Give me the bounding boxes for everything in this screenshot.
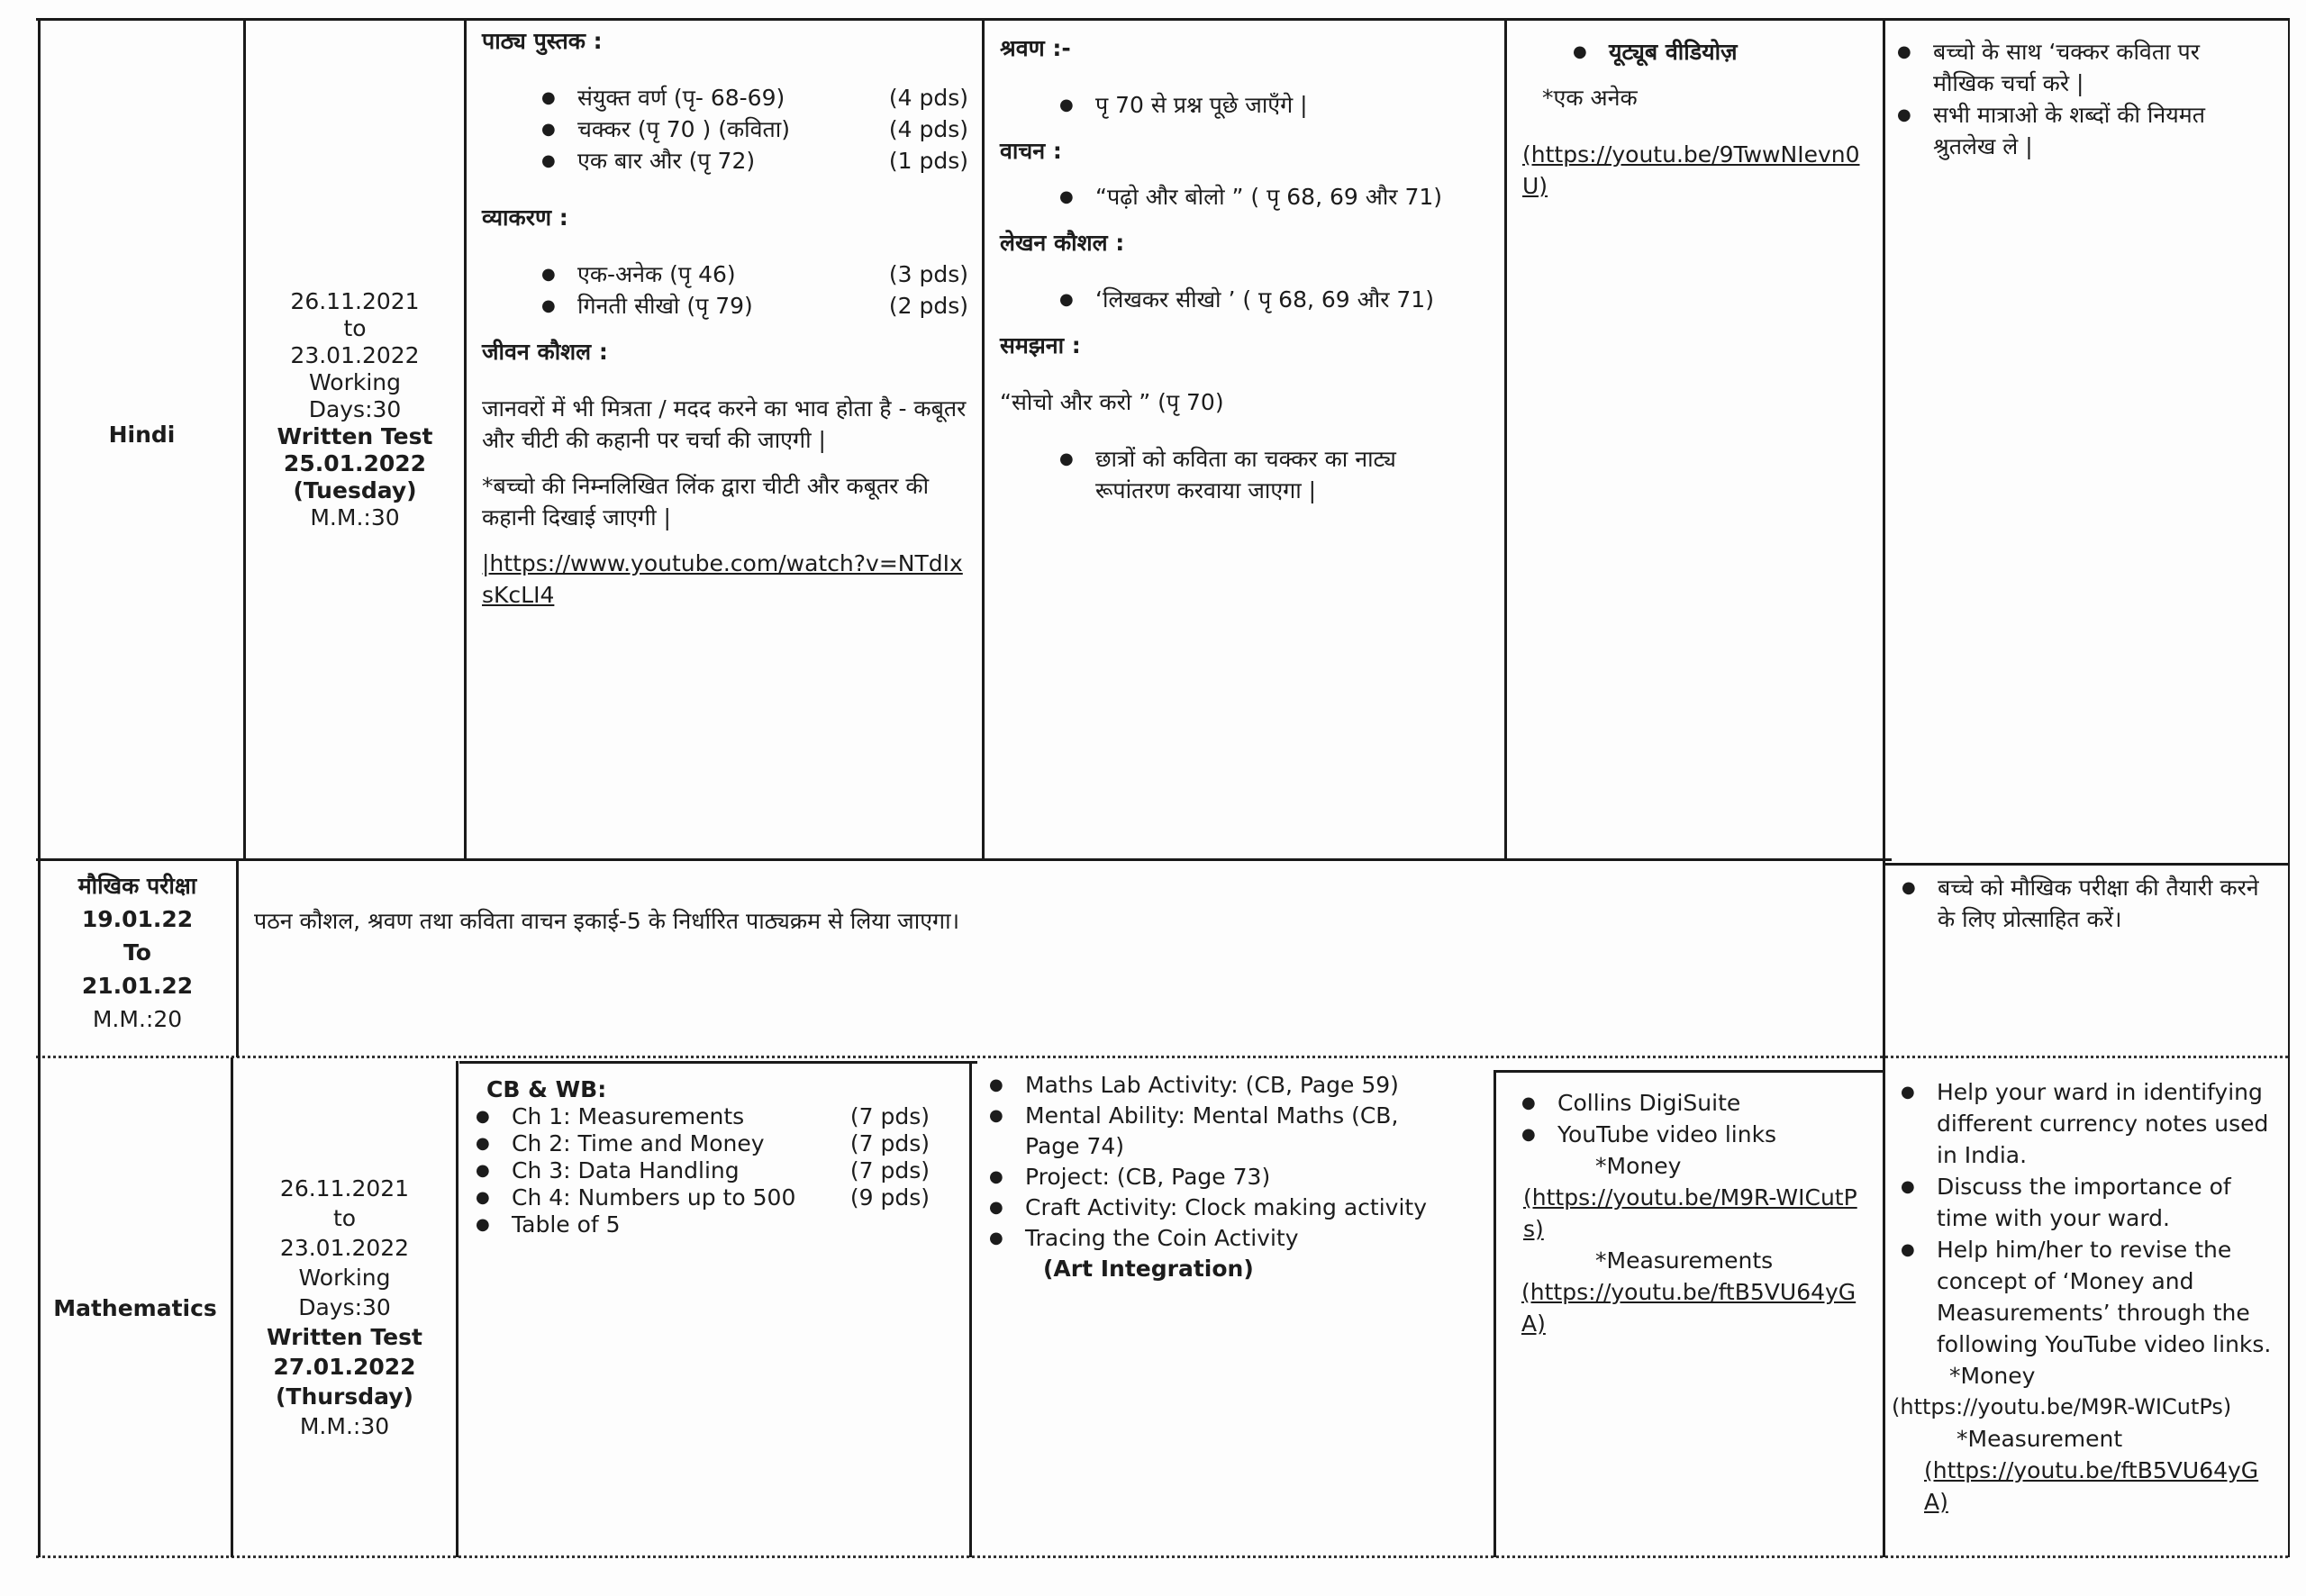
maths-resource-item: ● YouTube video links bbox=[1516, 1119, 1869, 1150]
maths-activity-item: ● Project: (CB, Page 73) bbox=[984, 1162, 1452, 1192]
hindi-parents bbox=[1892, 36, 2252, 162]
oral-date-to-word: To bbox=[123, 939, 151, 966]
maths-syllabus-item: ● Ch 3: Data Handling (7 pds) bbox=[470, 1157, 930, 1184]
col-divider-3-maths bbox=[969, 1061, 972, 1557]
hindi-drama-item: ● छात्रों को कविता का चक्कर का नाट्य रूपांतरण करवाया जाएगा | bbox=[1054, 443, 1396, 506]
maths-parent-item: ● Help him/her to revise the concept of ‘Money and Measurements’ through the following YouTube video links. bbox=[1895, 1234, 2283, 1360]
maths-activity-item: ● Craft Activity: Clock making activity bbox=[984, 1192, 1452, 1223]
oral-title: मौखिक परीक्षा bbox=[77, 873, 197, 899]
maths-test-day: (Thursday) bbox=[275, 1383, 413, 1410]
maths-test-label: Written Test bbox=[267, 1324, 422, 1350]
hindi-textbook-item: ● संयुक्त वर्ण (पृ- 68-69) (4 pds) bbox=[536, 82, 968, 113]
hindi-story-link[interactable]: |https://www.youtube.com/watch?v=NTdIxsKcLI4 bbox=[482, 550, 963, 608]
oral-parent-note: ● बच्चे को मौखिक परीक्षा की तैयारी करने के लिए प्रोत्साहित करें। bbox=[1896, 872, 2274, 935]
subject-hindi: Hindi bbox=[108, 422, 176, 448]
maths-activity-item: ● Mental Ability: Mental Maths (CB, Page 74) bbox=[984, 1101, 1452, 1162]
maths-resource-meas-link[interactable]: (https://youtu.be/ftB5VU64yGA) bbox=[1521, 1279, 1857, 1337]
maths-resource-meas-label: *Measurements bbox=[1595, 1247, 1774, 1274]
maths-resource-money-link[interactable]: (https://youtu.be/M9R-WICutPs) bbox=[1523, 1184, 1857, 1242]
maths-inner-top bbox=[459, 1061, 977, 1064]
hindi-resource-link[interactable]: (https://youtu.be/9TwwNIevn0U) bbox=[1522, 141, 1860, 199]
col-left-border bbox=[38, 18, 41, 1557]
maths-syllabus-item: ● Ch 2: Time and Money (7 pds) bbox=[470, 1130, 930, 1157]
hindi-dates bbox=[246, 288, 464, 531]
maths-resource-money-label: *Money bbox=[1595, 1153, 1682, 1179]
maths-activity-item: ● Tracing the Coin Activity bbox=[984, 1223, 1452, 1254]
maths-test-date: 27.01.2022 bbox=[273, 1354, 416, 1380]
hindi-grammar-item: ● गिनती सीखो (पृ 79) (2 pds) bbox=[536, 290, 968, 322]
hindi-activities bbox=[1000, 32, 1500, 506]
maths-syllabus-item: ● Table of 5 bbox=[470, 1211, 930, 1238]
col-divider-1-oral bbox=[236, 861, 239, 1057]
hindi-working-days: Days:30 bbox=[308, 396, 402, 422]
hindi-life-text: जानवरों में भी मित्रता / मदद करने का भाव होता है - कबूतर और चीटी की कहानी पर चर्चा की जाएगी | bbox=[482, 395, 967, 453]
maths-art-integration: (Art Integration) bbox=[1043, 1256, 1254, 1282]
bottom-border bbox=[36, 1555, 2288, 1558]
hindi-textbook-item: ● चक्कर (पृ 70 ) (कविता) (4 pds) bbox=[536, 113, 968, 145]
maths-activities bbox=[984, 1070, 1484, 1284]
row-divider-hindi-right bbox=[1884, 863, 2288, 866]
maths-parent-item: ● Discuss the importance of time with your ward. bbox=[1895, 1171, 2283, 1234]
hindi-date-to-word: to bbox=[343, 315, 367, 341]
col-right-border bbox=[2288, 18, 2290, 1557]
maths-syllabus-item: ● Ch 1: Measurements (7 pds) bbox=[470, 1103, 930, 1130]
col-divider-5 bbox=[1883, 18, 1885, 1557]
maths-resource-item: ● Collins DigiSuite bbox=[1516, 1087, 1869, 1119]
maths-parent-money-label: *Money bbox=[1949, 1363, 2036, 1389]
hindi-date-to: 23.01.2022 bbox=[290, 342, 420, 368]
hindi-resources bbox=[1522, 36, 1869, 202]
hindi-date-from: 26.11.2021 bbox=[290, 288, 420, 314]
hindi-test-day: (Tuesday) bbox=[293, 477, 417, 503]
hindi-resource-sub: *एक अनेक bbox=[1542, 85, 1638, 111]
hindi-reading-item: ● “पढ़ो और बोलो ” ( पृ 68, 69 और 71) bbox=[1054, 181, 1500, 213]
maths-date-to-word: to bbox=[332, 1205, 357, 1231]
hindi-working: Working bbox=[309, 369, 401, 395]
maths-resources bbox=[1509, 1087, 1869, 1339]
col-divider-3-hindi bbox=[982, 18, 985, 860]
maths-syllabus bbox=[470, 1076, 930, 1238]
oral-date-from: 19.01.22 bbox=[81, 906, 194, 932]
hindi-listening-heading: श्रवण :- bbox=[1000, 35, 1071, 61]
hindi-resource-item: ● यूट्यूब वीडियोज़ bbox=[1567, 36, 1869, 68]
hindi-understanding-heading: समझना : bbox=[1000, 332, 1081, 358]
hindi-parent-item: ● सभी मात्राओ के शब्दों की नियमत श्रुतलेख ले | bbox=[1892, 99, 2252, 162]
hindi-life-heading: जीवन कौशल : bbox=[482, 339, 608, 365]
oral-description: पठन कौशल, श्रवण तथा कविता वाचन इकाई-5 के निर्धारित पाठ्यक्रम से लिया जाएगा। bbox=[254, 908, 960, 934]
subject-maths: Mathematics bbox=[53, 1295, 217, 1321]
maths-activity-item: ● Maths Lab Activity: (CB, Page 59) bbox=[984, 1070, 1452, 1101]
row-divider-hindi bbox=[36, 858, 1892, 861]
hindi-test-label: Written Test bbox=[277, 423, 433, 449]
row-divider-oral bbox=[36, 1056, 2288, 1058]
maths-parent-money-link: (https://youtu.be/M9R-WICutPs) bbox=[1892, 1394, 2232, 1419]
oral-exam-info bbox=[41, 869, 234, 1036]
maths-parent-item: ● Help your ward in identifying different currency notes used in India. bbox=[1895, 1076, 2283, 1171]
maths-date-to: 23.01.2022 bbox=[279, 1235, 410, 1261]
maths-syllabus-heading: CB & WB: bbox=[486, 1076, 607, 1102]
maths-parents bbox=[1892, 1076, 2283, 1518]
col-divider-2-maths bbox=[456, 1061, 458, 1557]
maths-parent-meas-link[interactable]: (https://youtu.be/ftB5VU64yGA) bbox=[1924, 1457, 2259, 1515]
hindi-understanding-text: “सोचो और करो ” (पृ 70) bbox=[1000, 389, 1224, 415]
hindi-listening-item: ● पृ 70 से प्रश्न पूछे जाएँगे | bbox=[1054, 89, 1500, 121]
top-border bbox=[36, 18, 2288, 21]
maths-resources-top bbox=[1495, 1070, 1883, 1073]
maths-working-days: Days:30 bbox=[298, 1294, 391, 1320]
hindi-syllabus bbox=[482, 25, 968, 611]
maths-working: Working bbox=[298, 1265, 391, 1291]
hindi-test-date: 25.01.2022 bbox=[283, 450, 427, 476]
hindi-parent-item: ● बच्चो के साथ ‘चक्कर कविता पर मौखिक चर्चा करे | bbox=[1892, 36, 2252, 99]
hindi-reading-heading: वाचन : bbox=[1000, 138, 1062, 164]
maths-date-from: 26.11.2021 bbox=[279, 1175, 410, 1202]
col-divider-2-hindi bbox=[464, 18, 467, 860]
hindi-story-text: *बच्चो की निम्नलिखित लिंक द्वारा चीटी और कबूतर की कहानी दिखाई जाएगी | bbox=[482, 473, 930, 530]
hindi-writing-item: ● ‘लिखकर सीखो ’ ( पृ 68, 69 और 71) bbox=[1054, 284, 1500, 315]
maths-dates bbox=[233, 1174, 456, 1441]
hindi-marks: M.M.:30 bbox=[310, 504, 400, 530]
maths-marks: M.M.:30 bbox=[299, 1413, 390, 1439]
maths-parent-meas-label: *Measurement bbox=[1956, 1426, 2123, 1452]
oral-parents bbox=[1896, 872, 2274, 935]
maths-syllabus-item: ● Ch 4: Numbers up to 500 (9 pds) bbox=[470, 1184, 930, 1211]
col-divider-4-maths bbox=[1493, 1070, 1496, 1557]
hindi-writing-heading: लेखन कौशल : bbox=[1000, 230, 1125, 256]
hindi-grammar-heading: व्याकरण : bbox=[482, 204, 568, 231]
col-divider-4-hindi bbox=[1504, 18, 1507, 860]
hindi-textbook-heading: पाठ्य पुस्तक : bbox=[482, 28, 603, 54]
hindi-grammar-item: ● एक-अनेक (पृ 46) (3 pds) bbox=[536, 258, 968, 290]
oral-date-to: 21.01.22 bbox=[81, 973, 194, 999]
oral-marks: M.M.:20 bbox=[92, 1006, 183, 1032]
hindi-textbook-item: ● एक बार और (पृ 72) (1 pds) bbox=[536, 145, 968, 177]
